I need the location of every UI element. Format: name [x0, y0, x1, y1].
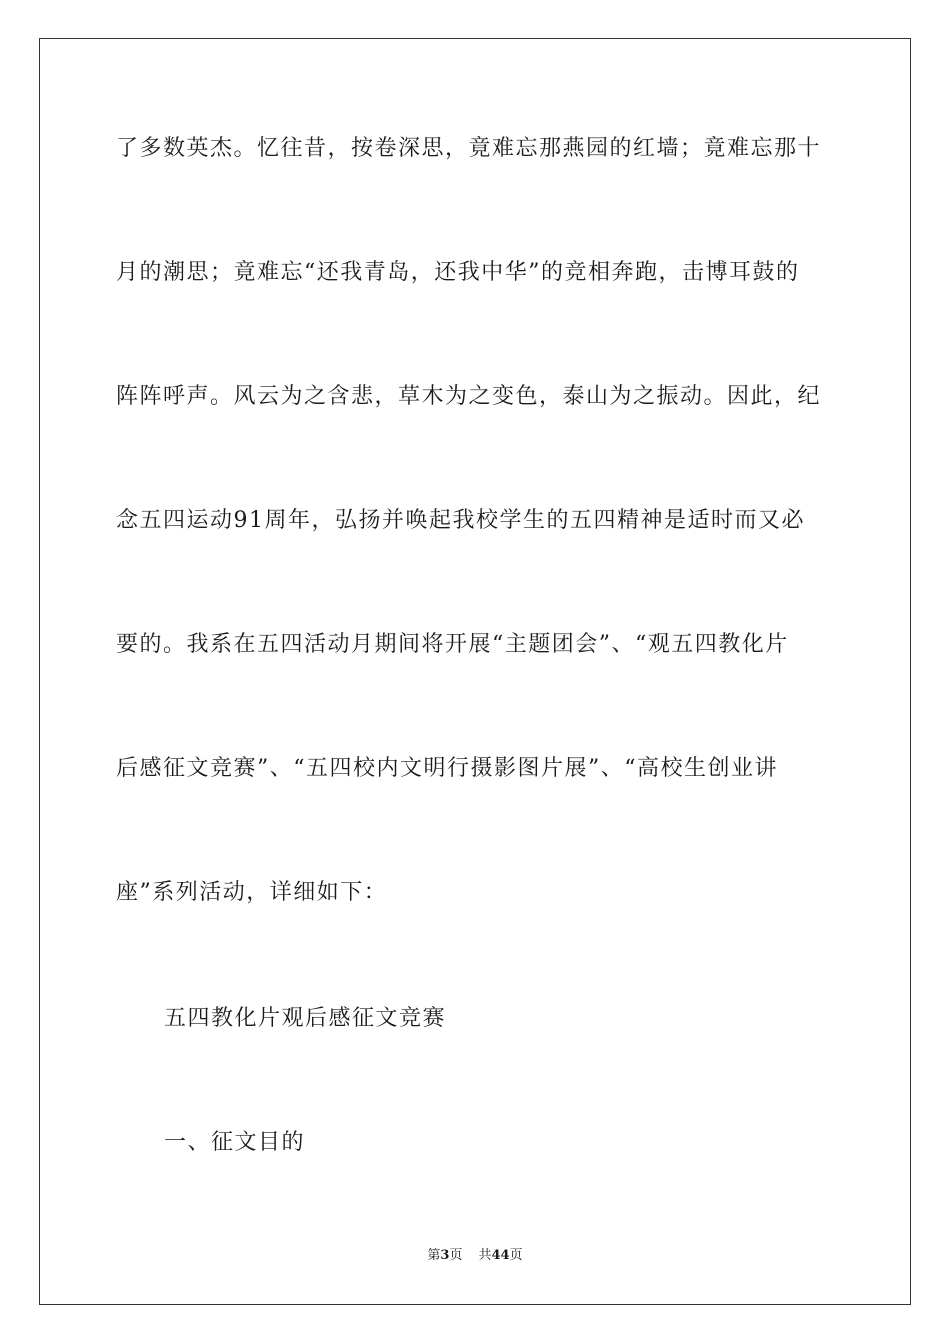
paragraph-line-7: 座”系列活动，详细如下： [116, 880, 388, 905]
paragraph-line-2: 月的潮思；竟难忘“还我青岛，还我中华”的竞相奔跑，击博耳鼓的 [116, 260, 800, 285]
paragraph-line-1: 了多数英杰。忆往昔，按卷深思，竟难忘那燕园的红墙；竟难忘那十 [116, 136, 822, 161]
footer-total-pages: 44 [491, 1248, 510, 1263]
footer-total-suffix: 页 [509, 1248, 523, 1263]
paragraph-line-4: 念五四运动91周年，弘扬并唤起我校学生的五四精神是适时而又必 [116, 508, 805, 533]
paragraph-line-5: 要的。我系在五四活动月期间将开展“主题团会”、“观五四教化片 [116, 632, 789, 657]
paragraph-line-3: 阵阵呼声。风云为之含悲，草木为之变色，泰山为之振动。因此，纪 [116, 384, 822, 409]
footer-page-number: 3 [440, 1248, 450, 1263]
page-footer [0, 1246, 950, 1266]
paragraph-line-6: 后感征文竞赛”、“五四校内文明行摄影图片展”、“高校生创业讲 [116, 756, 778, 781]
subsection-title: 一、征文目的 [164, 1130, 306, 1155]
footer-page-prefix: 第 [427, 1248, 441, 1263]
footer-page-suffix: 页 [449, 1248, 463, 1263]
section-title: 五四教化片观后感征文竞赛 [164, 1006, 447, 1031]
page-border [39, 38, 911, 1305]
footer-total-prefix: 共 [478, 1248, 492, 1263]
